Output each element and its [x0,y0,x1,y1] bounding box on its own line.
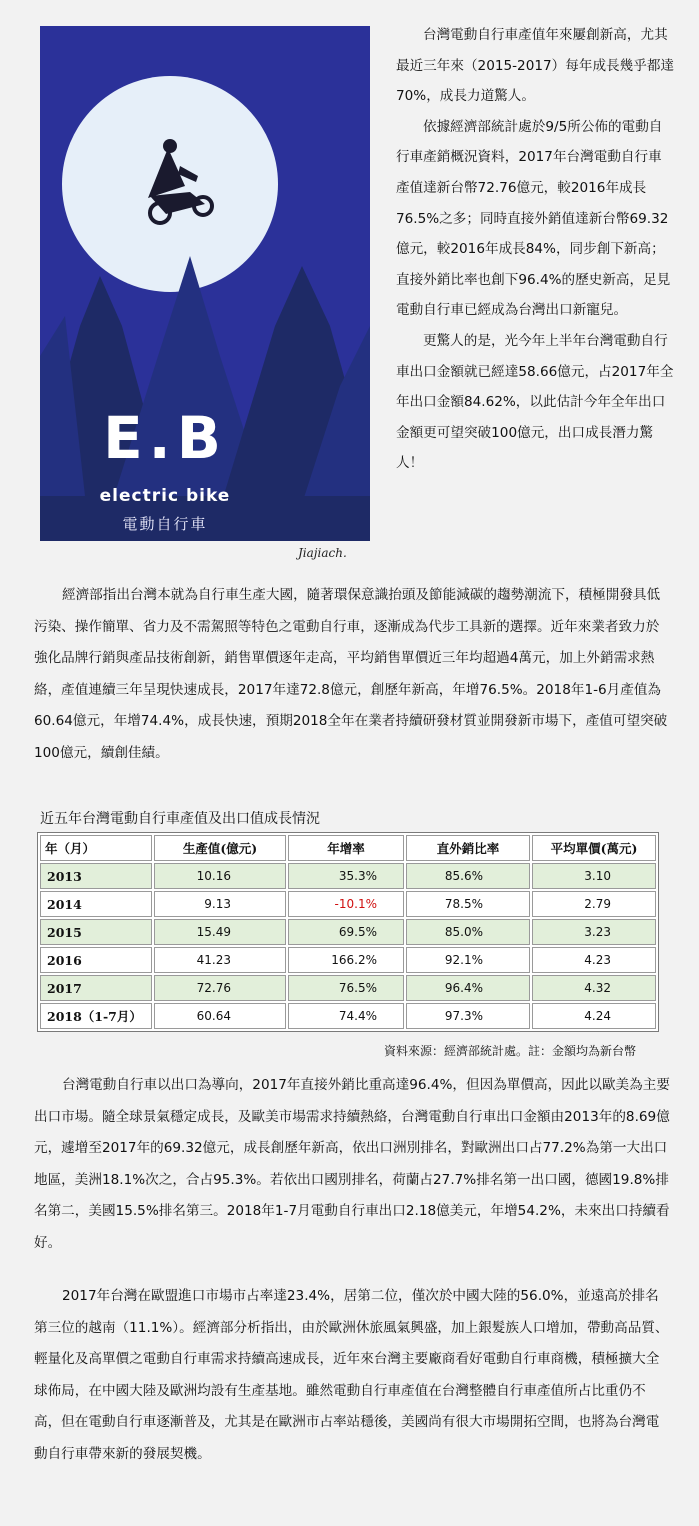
eb-subtitle: electric bike [99,486,231,506]
intro-paragraph-3: 更驚人的是，光今年上半年台灣電動自行車出口金額就已經達58.66億元，占2017年全年出口金額84.62%，以此估計今年全年出口金額更可望突破100億元，出口成長潛力驚人！ [396,332,674,472]
cell-production: 9.13 [154,891,286,917]
cell-export-ratio: 85.6% [406,863,530,889]
cell-growth-negative: -10.1% [288,891,404,917]
body-section-1 [34,580,670,769]
cell-production: 41.23 [154,947,286,973]
cell-year: 2015 [40,919,152,945]
header-avg-price: 平均單價(萬元) [532,835,656,861]
body-paragraph-2: 台灣電動自行車以出口為導向，2017年直接外銷比重高達96.4%，但因為單價高，因此以歐美為主要出口市場。隨全球景氣穩定成長，及歐美市場需求持續熱絡，台灣電動自行車出口金額由2013年的8.69億元，遽增至2017年的69.32億元，成長創歷年新高，依出口洲別排名，對歐洲出口占77.2%為第一大出口地區，美洲18.1%次之，合占95.3%。若依出口國別排名，荷蘭占27.7%排名第一出口國，德國19.8%排名第二，美國15.5%排名第三。2018年1-7月電動自行車出口2.18億美元，年增54.2%，未來出口持續看好。 [34,1077,670,1251]
table-row [40,863,656,889]
cell-year: 2018（1-7月） [40,1003,152,1029]
eb-logo-text: E.B [103,404,227,472]
table-row [40,1003,656,1029]
cell-export-ratio: 78.5% [406,891,530,917]
body-paragraph-1: 經濟部指出台灣本就為自行車生產大國，隨著環保意識抬頭及節能減碳的趨勢潮流下，積極開發具低污染、操作簡單、省力及不需駕照等特色之電動自行車，逐漸成為代步工具新的選擇。近年來業者致力於強化品牌行銷與產品技術創新，銷售單價逐年走高，平均銷售單價近三年均超過4萬元，加上外銷需求熱絡，產值連續三年呈現快速成長，2017年達72.8億元，創歷年新高，年增76.5%。2018年1-6月產值為60.64億元，年增74.4%，成長快速，預期2018全年在業者持續研發材質並開發新市場下，產值可望突破100億元，續創佳績。 [34,587,668,761]
intro-column [396,20,674,479]
cell-production: 10.16 [154,863,286,889]
cell-avg-price: 3.10 [532,863,656,889]
eb-chinese-title: 電動自行車 [122,515,208,533]
cell-production: 72.76 [154,975,286,1001]
cell-growth: 74.4% [288,1003,404,1029]
table-row [40,891,656,917]
cell-export-ratio: 92.1% [406,947,530,973]
header-export-ratio: 直外銷比率 [406,835,530,861]
body-section-3 [34,1281,670,1470]
cell-production: 15.49 [154,919,286,945]
table-row [40,919,656,945]
cell-year: 2013 [40,863,152,889]
intro-paragraph-1: 台灣電動自行車產值年來屢創新高，尤其最近三年來（2015-2017）每年成長幾乎都達70%，成長力道驚人。 [396,27,675,105]
cell-growth: 166.2% [288,947,404,973]
cell-export-ratio: 97.3% [406,1003,530,1029]
cell-growth: 35.3% [288,863,404,889]
table-title: 近五年台灣電動自行車產值及出口值成長情況 [40,811,320,827]
cell-export-ratio: 85.0% [406,919,530,945]
table-row [40,975,656,1001]
cell-avg-price: 4.23 [532,947,656,973]
cell-year: 2014 [40,891,152,917]
cell-year: 2016 [40,947,152,973]
body-paragraph-3: 2017年台灣在歐盟進口市場市占率達23.4%，居第二位，僅次於中國大陸的56.0%，並遠高於排名第三位的越南（11.1%）。經濟部分析指出，由於歐洲休旅風氣興盛，加上銀髮族人口增加，帶動高品質、輕量化及高單價之電動自行車需求持續高速成長，近年來台灣主要廠商看好電動自行車商機，積極擴大全球佈局，在中國大陸及歐洲均設有生產基地。雖然電動自行車產值在台灣整體自行車產值所占比重仍不高，但在電動自行車逐漸普及，尤其是在歐洲市占率站穩後，美國尚有很大市場開拓空間，也將為台灣電動自行車帶來新的發展契機。 [34,1288,669,1462]
ebike-stats-table [37,832,659,1032]
cell-year: 2017 [40,975,152,1001]
intro-paragraph-2: 依據經濟部統計處於9/5所公佈的電動自行車產銷概況資料，2017年台灣電動自行車產值達新台幣72.76億元，較2016年成長76.5%之多；同時直接外銷值達新台幣69.32億元，較2016年成長84%，同步創下新高；直接外銷比率也創下96.4%的歷史新高，足見電動自行車已經成為台灣出口新寵兒。 [396,118,671,319]
artist-signature: Jiajiach. [298,546,347,560]
cell-production: 60.64 [154,1003,286,1029]
cell-export-ratio: 96.4% [406,975,530,1001]
cell-growth: 69.5% [288,919,404,945]
header-year: 年（月） [40,835,152,861]
table-header-row [40,835,656,861]
cell-avg-price: 3.23 [532,919,656,945]
cell-avg-price: 4.24 [532,1003,656,1029]
body-section-2 [34,1070,670,1259]
eb-illustration [40,26,370,541]
cell-avg-price: 2.79 [532,891,656,917]
header-growth: 年增率 [288,835,404,861]
table-row [40,947,656,973]
cell-growth: 76.5% [288,975,404,1001]
table-source-note: 資料來源：經濟部統計處。註：金額均為新台幣 [384,1044,637,1058]
header-production: 生產值(億元) [154,835,286,861]
cell-avg-price: 4.32 [532,975,656,1001]
